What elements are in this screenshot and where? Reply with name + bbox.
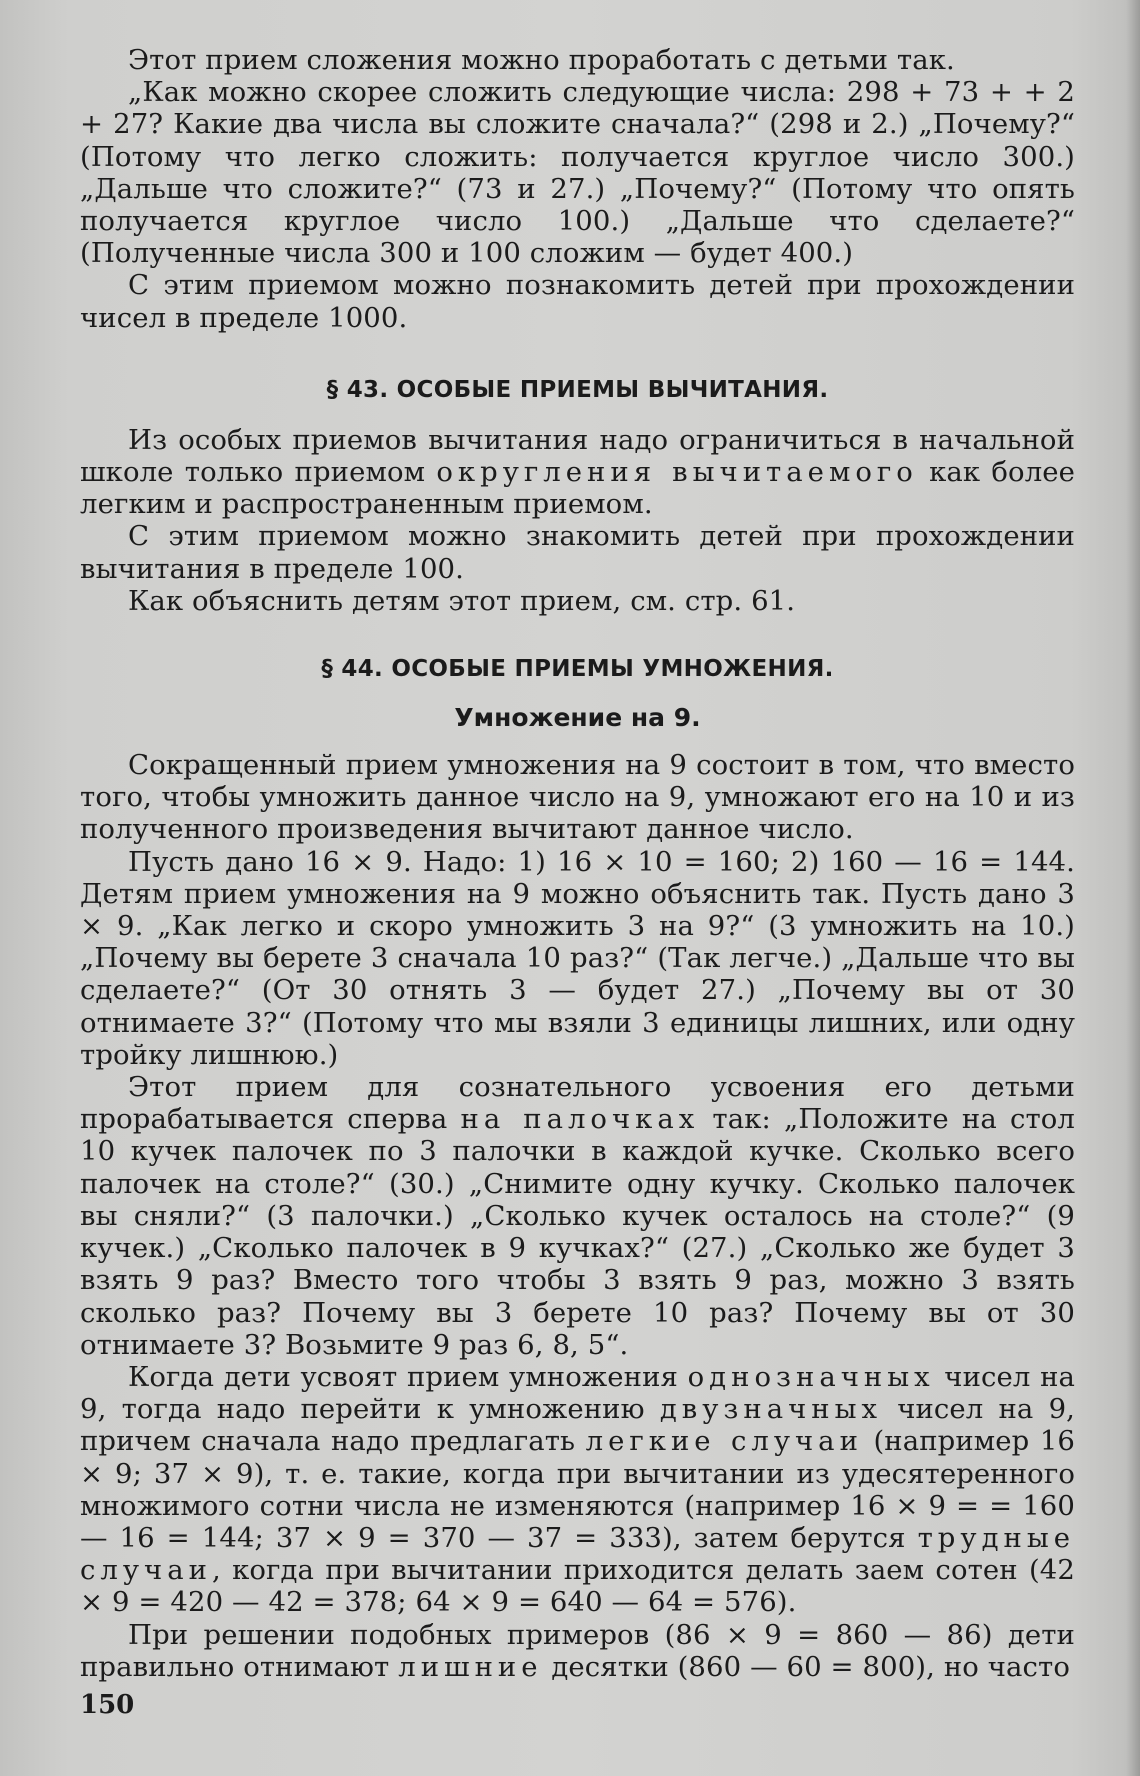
text-run: десятки (860 — 60 = 800), но часто — [551, 1650, 1070, 1683]
section-44-heading: § 44. ОСОБЫЕ ПРИЕМЫ УМНОЖЕНИЯ. — [321, 656, 834, 683]
emphasis-single-digit: однозначных — [687, 1360, 935, 1393]
text-run: Из особых приемов вычитания надо ограничиться в начальной школе только приемом — [80, 423, 1075, 489]
subheading-multiply-by-9: Умножение на 9. — [454, 703, 701, 733]
paragraph-addition-note: С этим приемом можно познакомить детей при прохождении чисел в пределе 1000. — [80, 269, 1075, 334]
text-run: так: „Положите на стол 10 кучек палочек по 3 палочки в каждой кучке. Сколько всего палочек на столе?“ (30.) „Снимите одну кучку. Сколько палочек вы сняли?“ (3 палочки.) „Сколько кучек осталось на столе?“ (9 кучек.) „Сколько палочек в 9 кучках?“ (27.) „Сколько же будет 3 взять 9 раз? Вместо того чтобы 3 взять 9 раз, можно 3 взять сколько раз? Почему вы 3 берете 10 раз? Почему вы от 30 отнимаете 3? Возьмите 9 раз 6, 8, 5“. — [80, 1103, 1075, 1361]
text-run: чисел на 9, тогда надо перейти к умножению — [80, 1360, 1076, 1426]
text-run: Когда дети усвоят прием умножения — [128, 1360, 678, 1393]
page-content — [80, 44, 1075, 1683]
text-run: При решении подобных примеров (86 × 9 = 860 — 86) дети правильно отнимают — [80, 1618, 1075, 1683]
text-run: Этот прием для сознательного усвоения его детьми прорабатывается сперва — [80, 1071, 1075, 1136]
emphasis-on-sticks: на палочках — [460, 1103, 700, 1136]
paragraph-dialogue-addition: „Как можно скорее сложить следующие числа: 298 + 73 + + 2 + 27? Какие два числа вы сложите сначала?“ (298 и 2.) „Почему?“ (Потому что легко сложить: получается круглое число 300.) „Дальше что сложите?“ (73 и 27.) „Почему?“ (Потому что опять получается круглое число 100.) „Дальше что сделаете?“ (Полученные числа 300 и 100 сложим — будет 400.) — [80, 76, 1075, 270]
paragraph-subtraction-range: С этим приемом можно знакомить детей при прохождении вычитания в пределе 100. — [80, 520, 1075, 585]
paragraph-multiply-method: Сокращенный прием умножения на 9 состоит в том, что вместо того, чтобы умножить данное число на 9, умножают его на 10 и из полученного произведения вычитают данное число. — [80, 749, 1075, 846]
emphasis-rounding: округления вычитаемого — [436, 456, 918, 489]
paragraph-subtraction-rounding — [80, 424, 1075, 521]
emphasis-extra: лишние — [398, 1650, 543, 1683]
page-number: 150 — [80, 1690, 135, 1720]
emphasis-easy-cases: легкие случаи — [585, 1425, 863, 1458]
section-43-heading: § 43. ОСОБЫЕ ПРИЕМЫ ВЫЧИТАНИЯ. — [326, 376, 829, 403]
paragraph-intro: Этот прием сложения можно проработать с детьми так. — [128, 44, 955, 76]
text-run: чисел на 9, причем сначала надо предлагать — [80, 1393, 1076, 1458]
paragraph-sticks-exercise — [80, 1071, 1075, 1361]
emphasis-two-digit: двузначных — [659, 1393, 883, 1426]
emphasis-hard-cases: трудные случаи — [80, 1521, 1075, 1587]
text-run: (например 16 × 9; 37 × 9), т. е. такие, когда при вычитании из удесятеренного множимого сотни числа не изменяются (например 16 × 9 = = 160 — 16 = 144; 37 × 9 = 370 — 37 = 333), затем берутся — [80, 1425, 1076, 1554]
paragraph-multiply-example: Пусть дано 16 × 9. Надо: 1) 16 × 10 = 160; 2) 160 — 16 = 144. Детям прием умножения на 9 можно объяснить так. Пусть дано 3 × 9. „Как легко и скоро умножить 3 на 9?“ (3 умножить на 10.) „Почему вы берете 3 сначала 10 раз?“ (Так легче.) „Дальше что вы сделаете?“ (От 30 отнять 3 — будет 27.) „Почему вы от 30 отнимаете 3?“ (Потому что мы взяли 3 единицы лишних, или одну тройку лишнюю.) — [80, 845, 1075, 1071]
paragraph-easy-hard-cases — [80, 1361, 1075, 1619]
text-run: , когда при вычитании приходится делать заем сотен (42 × 9 = 420 — 42 = 378; 64 × 9 = 640 — 64 = 576). — [80, 1554, 1075, 1619]
paragraph-subtraction-reference: Как объяснить детям этот прием, см. стр. 61. — [128, 584, 796, 617]
text-run: как более легким и распространенным приемом. — [80, 456, 1076, 521]
page-spine-shadow — [1126, 0, 1140, 1776]
paragraph-extra-tens — [80, 1619, 1075, 1683]
